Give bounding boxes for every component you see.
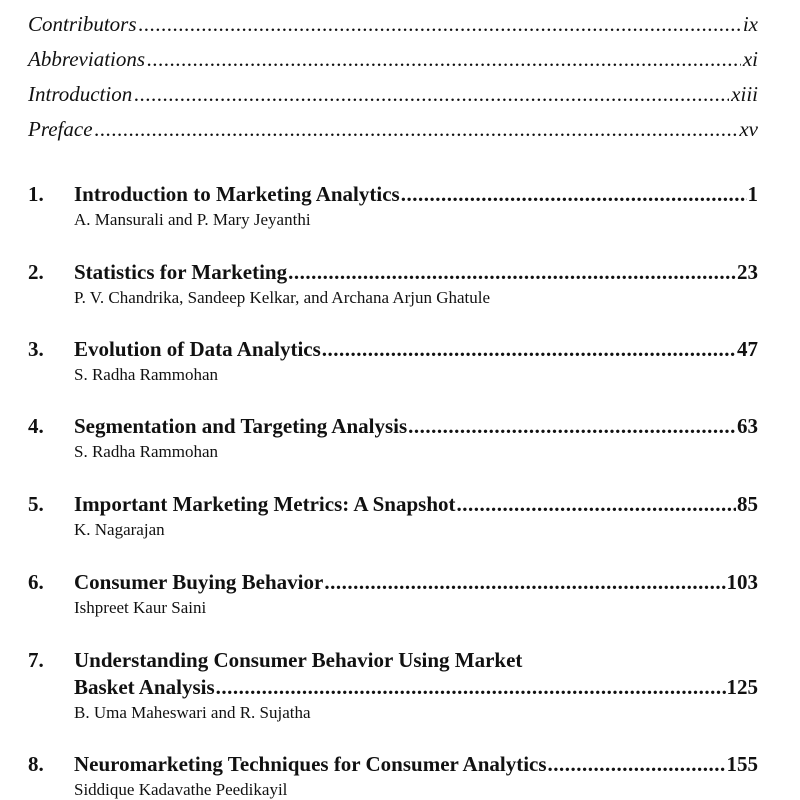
chapter-title: Segmentation and Targeting Analysis (74, 414, 408, 438)
dot-leader (288, 260, 736, 284)
chapter-title-row (74, 675, 758, 699)
chapter-title-row (74, 492, 758, 516)
chapter-title-row (74, 260, 758, 284)
dot-leader (95, 117, 738, 141)
chapter-page: 23 (737, 260, 758, 284)
dot-leader (322, 337, 736, 361)
chapter-page: 63 (737, 414, 758, 438)
toc-entry-label: Preface (28, 117, 93, 141)
chapter-title: Statistics for Marketing (74, 260, 288, 284)
chapter-title-row (74, 337, 758, 361)
toc-entry-label: Abbreviations (28, 47, 146, 71)
chapter-title: Basket Analysis (74, 675, 215, 699)
chapter-title: Important Marketing Metrics: A Snapshot (74, 492, 456, 516)
chapter-page: 85 (737, 492, 758, 516)
toc-entry-contributors[interactable] (28, 12, 758, 36)
chapter-title-row (74, 570, 758, 594)
chapter-title-row (74, 414, 758, 438)
dot-leader (134, 82, 729, 106)
toc-entry-label: Introduction (28, 82, 133, 106)
dot-leader (457, 492, 737, 516)
chapter-number: 8. (28, 752, 44, 776)
chapter-number: 6. (28, 570, 44, 594)
dot-leader (147, 47, 741, 71)
dot-leader (408, 414, 736, 438)
chapter-title: Introduction to Marketing Analytics (74, 182, 400, 206)
chapter-page: 1 (747, 182, 758, 206)
chapter-page: 125 (726, 675, 758, 699)
chapter-authors: P. V. Chandrika, Sandeep Kelkar, and Archana Arjun Ghatule (74, 288, 491, 307)
toc-entry-page: xi (742, 47, 758, 71)
toc-entry-introduction[interactable] (28, 82, 758, 106)
toc-entry-page: ix (742, 12, 758, 36)
dot-leader (324, 570, 725, 594)
chapter-title-row (74, 752, 758, 776)
chapter-number: 7. (28, 648, 44, 672)
chapter-authors: K. Nagarajan (74, 520, 165, 539)
dot-leader (139, 12, 741, 36)
chapter-authors: S. Radha Rammohan (74, 442, 219, 461)
chapter-number: 1. (28, 182, 44, 206)
chapter-title: Evolution of Data Analytics (74, 337, 321, 361)
chapter-title-row (74, 182, 758, 206)
chapter-authors: Siddique Kadavathe Peedikayil (74, 780, 288, 799)
dot-leader (401, 182, 747, 206)
toc-entry-abbreviations[interactable] (28, 47, 758, 71)
chapter-page: 103 (726, 570, 758, 594)
chapter-number: 5. (28, 492, 44, 516)
toc-entry-label: Contributors (28, 12, 137, 36)
dot-leader (216, 675, 726, 699)
chapter-title: Consumer Buying Behavior (74, 570, 324, 594)
chapter-authors: S. Radha Rammohan (74, 365, 219, 384)
chapter-page: 47 (737, 337, 758, 361)
chapter-number: 3. (28, 337, 44, 361)
toc-entry-page: xv (739, 117, 758, 141)
dot-leader (548, 752, 726, 776)
toc-entry-preface[interactable] (28, 117, 758, 141)
chapter-page: 155 (726, 752, 758, 776)
chapter-number: 4. (28, 414, 44, 438)
chapter-title-line1: Understanding Consumer Behavior Using Market (74, 648, 523, 672)
chapter-authors: Ishpreet Kaur Saini (74, 598, 207, 617)
toc-entry-page: xiii (731, 82, 758, 106)
chapter-authors: A. Mansurali and P. Mary Jeyanthi (74, 210, 311, 229)
chapter-number: 2. (28, 260, 44, 284)
chapter-authors: B. Uma Maheswari and R. Sujatha (74, 703, 311, 722)
chapter-title: Neuromarketing Techniques for Consumer Analytics (74, 752, 547, 776)
